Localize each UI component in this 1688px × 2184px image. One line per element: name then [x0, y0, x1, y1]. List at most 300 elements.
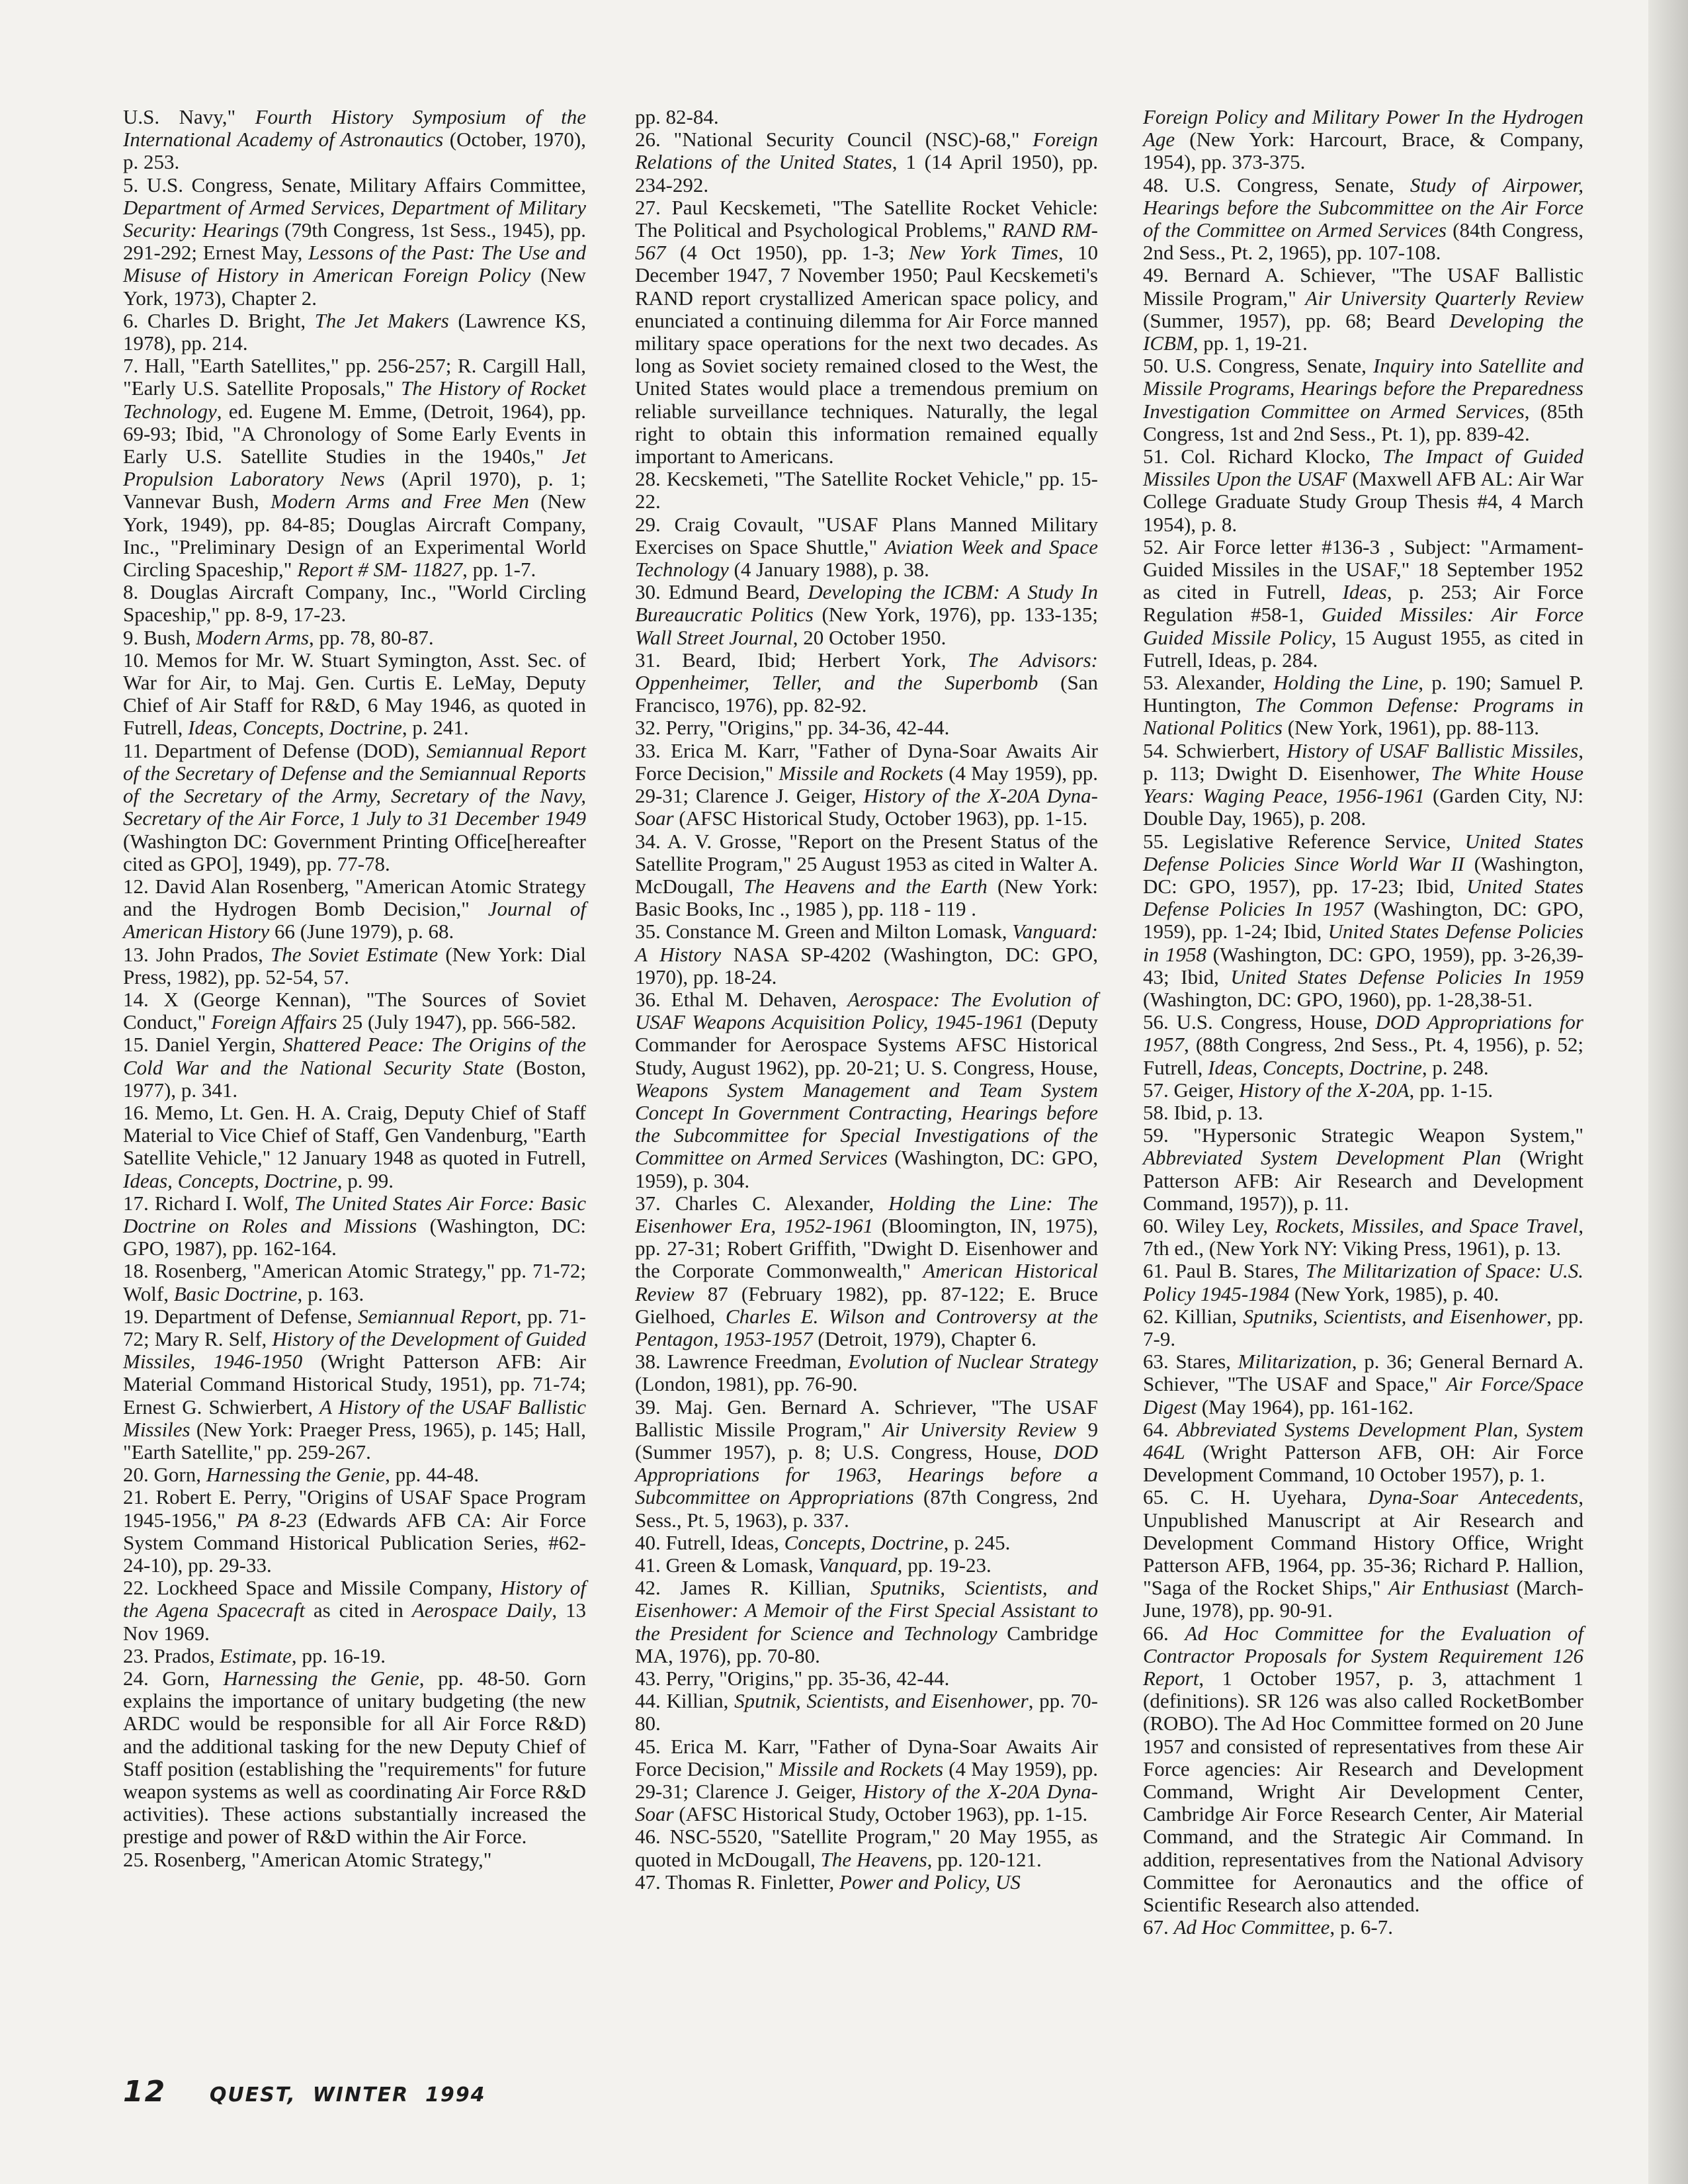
endnote-text: 56. U.S. Congress, House,	[1143, 1010, 1376, 1034]
endnote-italic-text: History of the X-20A	[1239, 1078, 1410, 1102]
endnote-text: (Washington, DC: GPO, 1960), pp. 1-28,38-51.	[1143, 987, 1533, 1011]
endnote	[635, 1192, 1098, 1350]
endnote-text: , pp. 71-72; Mary R. Self,	[123, 1304, 587, 1350]
endnote-text: 49. Bernard A. Schiever, "The USAF Ballistic Missile Program,"	[1143, 263, 1583, 310]
endnote-text: , 10 December 1947, 7 November 1950; Paul Kecskemeti's RAND report crystallized American space policy, and enunciated a continuing dilemma for Air Force manned military space operations for the next two decades. As long as Soviet society remained closed to the West, the United States would place a tremendous premium on reliable surveillance techniques. Naturally, the legal right to obtain this information remained equally important to Americans.	[635, 241, 1099, 468]
endnote-text: 66.	[1143, 1621, 1185, 1645]
endnote	[635, 1690, 1098, 1735]
endnote-italic-text: The Common Defense: Programs in National Politics	[1143, 693, 1583, 740]
endnote	[1143, 1486, 1583, 1622]
endnote-text: 42. James R. Killian,	[635, 1576, 871, 1600]
endnote-italic-text: Basic Doctrine	[173, 1282, 298, 1305]
endnote-italic-text: Evolution of Nuclear Strategy	[848, 1350, 1098, 1374]
endnote-text: (London, 1981), pp. 76-90.	[635, 1372, 858, 1396]
page-edge	[1648, 0, 1688, 2184]
endnote-text: (Maxwell AFB AL: Air War College Graduate Study Group Thesis #4, 4 March 1954), p. 8.	[1143, 467, 1583, 536]
endnote-text: 45. Erica M. Karr, "Father of Dyna-Soar Awaits Air Force Decision,"	[635, 1734, 1098, 1780]
endnote	[123, 310, 586, 355]
endnote	[123, 174, 586, 310]
endnote-text: 5. U.S. Congress, Senate, Military Affairs Committee,	[123, 173, 586, 197]
endnote-text: 66 (June 1979), p. 68.	[269, 920, 454, 943]
endnote-text: , pp. 7-9.	[1143, 1304, 1583, 1350]
endnote-text: (Wright Patterson AFB: Air Research and Development Command, 1957)), p. 11.	[1143, 1146, 1584, 1215]
endnote-text: , pp. 78, 80-87.	[309, 625, 434, 649]
endnote-text: (March-June, 1978), pp. 90-91.	[1143, 1576, 1583, 1622]
endnote-text: 39. Maj. Gen. Bernard A. Schriever, "The USAF Ballistic Missile Program,"	[635, 1395, 1098, 1441]
endnote-italic-text: Aviation Week and Space Technology	[635, 535, 1098, 582]
endnote-text: (Washington, DC: GPO, 1957), pp. 17-23; Ibid,	[1143, 852, 1583, 898]
endnote-text: 22. Lockheed Space and Missile Company,	[123, 1576, 501, 1600]
endnote-text: 36. Ethal M. Dehaven,	[635, 987, 848, 1011]
endnote	[1143, 1124, 1583, 1215]
endnote	[1143, 174, 1583, 265]
endnote	[123, 1667, 586, 1849]
endnote-italic-text: The Militarization of Space: U.S. Policy 1945-1984	[1143, 1259, 1583, 1305]
endnote-text: , p. 99.	[337, 1168, 394, 1192]
endnote-italic-text: The Advisors: Oppenheimer, Teller, and the Superbomb	[635, 648, 1098, 695]
endnote	[123, 1577, 586, 1645]
endnote-text: , 1 October 1957, p. 3, attachment 1 (definitions). SR 126 was also called RocketBomber (ROBO). The Ad Hoc Committee formed on 20 June 1957 and consisted of representatives from these Air Force agencies: Air Research and Development Command, Wright Air Development Center, Cambridge Air Force Research Center, Air Material Command, and the Strategic Air Command. In addition, representatives from the National Advisory Committee for Aeronautics and the office of Scientific Research also attended.	[1143, 1667, 1583, 1917]
endnote-italic-text: Power and Policy, US	[839, 1870, 1021, 1894]
endnote-italic-text: Inquiry into Satellite and Missile Programs, Hearings before the Preparedness Investigation Committee on Armed Services	[1143, 354, 1583, 423]
endnote-italic-text: History of the Agena Spacecraft	[123, 1576, 586, 1622]
endnote-text: (New York, 1961), pp. 88-113.	[1282, 716, 1540, 740]
endnote	[1143, 830, 1583, 1012]
endnote-text: 41. Green & Lomask,	[635, 1553, 819, 1577]
endnote-italic-text: DOD Appropriations for 1963, Hearings before a Subcommittee on Appropriations	[635, 1440, 1098, 1509]
endnote	[1143, 1419, 1583, 1487]
endnote-italic-text: New York Times	[909, 241, 1058, 265]
endnote-italic-text: Shattered Peace: The Origins of the Cold War and the National Security State	[123, 1033, 586, 1079]
endnote-italic-text: Sputniks, Scientists, and Eisenhower: A Memoir of the First Special Assistant to the President for Science and Technology	[635, 1576, 1098, 1645]
endnote	[1143, 740, 1583, 830]
endnote-text: , 20 October 1950.	[792, 625, 947, 649]
endnote-text: 47. Thomas R. Finletter,	[635, 1870, 840, 1894]
endnote	[1143, 536, 1583, 672]
endnote-text: , pp. 19-23.	[897, 1553, 992, 1577]
endnote-text: (Washington, DC: GPO, 1959), p. 304.	[635, 1146, 1098, 1192]
endnote	[635, 106, 1098, 128]
endnote-italic-text: Foreign Policy and Military Power In the Hydrogen Age	[1143, 105, 1583, 152]
endnote-italic-text: Department of Armed Services, Department of Military Security: Hearings	[123, 195, 586, 242]
notes-column-3	[1143, 106, 1583, 1939]
endnote-italic-text: The Heavens and the Earth	[743, 874, 988, 898]
endnote-text: (Detroit, 1979), Chapter 6.	[812, 1327, 1036, 1350]
endnote-italic-text: Developing the ICBM	[1143, 308, 1583, 355]
endnote-text: 6. Charles D. Bright,	[123, 308, 315, 332]
endnote	[123, 106, 586, 174]
endnote-italic-text: United States Defense Policies in 1958	[1143, 920, 1583, 966]
endnote-text: , p. 6-7.	[1329, 1915, 1393, 1939]
endnote-italic-text: Holding the Line: The Eisenhower Era, 1952-1961	[635, 1191, 1098, 1237]
endnote	[1143, 264, 1583, 355]
endnote-text: , 1 (14 April 1950), pp. 234-292.	[635, 150, 1098, 197]
endnote-text: 15. Daniel Yergin,	[123, 1033, 283, 1057]
endnote-text: (84th Congress, 2nd Sess., Pt. 2, 1965), pp. 107-108.	[1143, 218, 1583, 265]
endnote-text: 30. Edmund Beard,	[635, 580, 808, 604]
endnote-italic-text: Wall Street Journal	[635, 625, 793, 649]
endnote-italic-text: Weapons System Management and Team System Concept In Government Contracting, Hearings before the Subcommittee for Special Investigations of the Committee on Armed Services	[635, 1078, 1098, 1170]
endnote-text: 62. Killian,	[1143, 1304, 1244, 1328]
endnote-text: 57. Geiger,	[1143, 1078, 1240, 1102]
endnote-italic-text: Guided Missiles: Air Force Guided Missile Policy	[1143, 603, 1583, 649]
endnote-text: (Wright Patterson AFB: Air Material Command Historical Study, 1951), pp. 71-74; Ernest G. Schwierbert,	[123, 1350, 586, 1419]
endnote-text: 12. David Alan Rosenberg, "American Atomic Strategy and the Hydrogen Bomb Decision,"	[123, 874, 586, 921]
endnote-text: , (88th Congress, 2nd Sess., Pt. 4, 1956), p. 52; Futrell,	[1143, 1033, 1583, 1079]
endnote-text: (Washington DC: Government Printing Office[hereafter cited as GPO], 1949), pp. 77-78.	[123, 829, 586, 875]
endnote-text: , (85th Congress, 1st and 2nd Sess., Pt. 1), pp. 839-42.	[1143, 399, 1584, 445]
endnote-text: 20. Gorn,	[123, 1463, 206, 1487]
endnote-italic-text: The Impact of Guided Missiles Upon the USAF	[1143, 445, 1583, 491]
endnote-italic-text: Developing the ICBM: A Study In Bureaucratic Politics	[635, 580, 1098, 627]
endnote	[635, 468, 1098, 513]
endnote-text: 50. U.S. Congress, Senate,	[1143, 354, 1373, 378]
endnote-text: 9. Bush,	[123, 625, 196, 649]
endnote	[1143, 1260, 1583, 1305]
endnote-text: (Wright Patterson AFB, OH: Air Force Development Command, 10 October 1957), p. 1.	[1143, 1440, 1583, 1487]
endnote-text: 29. Craig Covault, "USAF Plans Manned Military Exercises on Space Shuttle,"	[635, 512, 1098, 558]
endnote	[635, 581, 1098, 649]
endnote-italic-text: Foreign Affairs	[211, 1010, 337, 1034]
endnote-italic-text: Vanquard	[818, 1553, 898, 1577]
endnote	[635, 197, 1098, 468]
endnote	[123, 1486, 586, 1577]
endnote-text: (79th Congress, 1st Sess., 1945), pp. 291-292; Ernest May,	[123, 218, 586, 265]
endnote-text: (New York, 1973), Chapter 2.	[123, 263, 586, 310]
endnote-text: U.S. Navy,"	[123, 105, 255, 128]
endnote-italic-text: Dyna-Soar Antecedents	[1368, 1485, 1579, 1509]
endnote-text: , p. 113; Dwight D. Eisenhower,	[1143, 738, 1584, 785]
endnote-text: (Lawrence KS, 1978), pp. 214.	[123, 308, 586, 355]
endnote	[635, 1825, 1098, 1870]
endnote-italic-text: Aerospace: The Evolution of USAF Weapons Acquisition Policy, 1945-1961	[635, 987, 1098, 1034]
endnote-text: , p. 190; Samuel P. Huntington,	[1143, 671, 1583, 717]
endnote-text: 8. Douglas Aircraft Company, Inc., "World Circling Spaceship," pp. 8-9, 17-23.	[123, 580, 586, 627]
endnote	[1143, 1305, 1583, 1350]
endnote-text: (Summer, 1957), pp. 68; Beard	[1143, 308, 1450, 332]
endnote-text: 40. Futrell, Ideas,	[635, 1530, 784, 1554]
endnote-text: 44. Killian,	[635, 1689, 735, 1713]
endnote-text: (Washington, DC: GPO, 1959), pp. 3-26,39-43; Ibid,	[1143, 942, 1583, 988]
endnote-text: (New York, 1976), pp. 133-135;	[813, 603, 1098, 627]
endnote	[123, 1463, 586, 1486]
endnote-text: 60. Wiley Ley,	[1143, 1213, 1276, 1237]
endnote-text: (Garden City, NJ: Double Day, 1965), p. 208.	[1143, 784, 1583, 830]
endnote-text: 27. Paul Kecskemeti, "The Satellite Rocket Vehicle: The Political and Psychological Problems,"	[635, 195, 1098, 242]
endnote-italic-text: Ad Hoc Committee	[1173, 1915, 1330, 1939]
page-footer	[123, 2075, 486, 2109]
endnote-italic-text: Semiannual Report of the Secretary of Defense and the Semiannual Reports of the Secretary of the Army, Secretary of the Navy, Secretary of the Air Force, 1 July to 31 December 1949	[123, 738, 586, 830]
endnote-text: (Washington, DC: GPO, 1959), pp. 1-24; Ibid,	[1143, 897, 1583, 943]
endnote-text: 64.	[1143, 1417, 1177, 1441]
endnote-text: (4 May 1959), pp. 29-31; Clarence J. Geiger,	[635, 761, 1098, 808]
endnote-italic-text: Ideas, Concepts, Doctrine	[123, 1168, 337, 1192]
endnote	[635, 649, 1098, 717]
endnote-text: 7. Hall, "Earth Satellites," pp. 256-257; R. Cargill Hall, "Early U.S. Satellite Proposals,"	[123, 354, 586, 400]
endnote-text: (April 1970), p. 1; Vannevar Bush,	[123, 467, 586, 513]
endnote-italic-text: Missile and Rockets	[779, 761, 944, 785]
endnote	[635, 1577, 1098, 1667]
endnote-text: , 7th ed., (New York NY: Viking Press, 1961), p. 13.	[1143, 1213, 1584, 1260]
publication-issue: QUEST, WINTER 1994	[209, 2083, 486, 2107]
endnote-italic-text: American Historical Review	[635, 1259, 1099, 1305]
endnote-text: 65. C. H. Uyehara,	[1143, 1485, 1369, 1509]
endnote	[123, 1033, 586, 1102]
endnote	[1143, 1350, 1583, 1419]
endnote-italic-text: PA 8-23	[236, 1508, 307, 1532]
endnote-text: 51. Col. Richard Klocko,	[1143, 445, 1383, 468]
endnote-text: (New York: Harcourt, Brace, & Company, 1954), pp. 373-375.	[1143, 128, 1583, 174]
endnote-text: 35. Constance M. Green and Milton Lomask,	[635, 920, 1013, 943]
endnote-italic-text: Harnessing the Genie	[206, 1463, 386, 1487]
endnote-text: 13. John Prados,	[123, 942, 271, 966]
endnote-text: , pp. 1, 19-21.	[1193, 331, 1308, 355]
endnote-italic-text: Ideas	[1342, 580, 1387, 604]
endnote	[1143, 1916, 1583, 1939]
endnote	[123, 649, 586, 740]
endnote-text: (AFSC Historical Study, October 1963), pp. 1-15.	[673, 1802, 1088, 1826]
endnote-italic-text: Air Force/Space Digest	[1143, 1372, 1583, 1419]
endnote-text: (New York, 1985), p. 40.	[1289, 1282, 1499, 1305]
endnote-italic-text: RAND RM-567	[635, 218, 1098, 265]
endnote-italic-text: Modern Arms	[196, 625, 310, 649]
endnote-text: , p. 163.	[297, 1282, 364, 1305]
endnote	[635, 1350, 1098, 1395]
endnote-text: , p. 245.	[943, 1530, 1011, 1554]
endnote	[635, 1667, 1098, 1690]
endnote	[635, 1554, 1098, 1577]
endnote-text: (Washington, DC: GPO, 1987), pp. 162-164.	[123, 1213, 586, 1260]
endnote-text: 54. Schwierbert,	[1143, 738, 1287, 762]
endnote-italic-text: Sputniks, Scientists, and Eisenhower	[1243, 1304, 1547, 1328]
endnote-text: (New York: Basic Books, Inc ., 1985 ), pp. 118 - 119 .	[635, 874, 1098, 921]
endnote-italic-text: Aerospace Daily	[411, 1598, 552, 1622]
endnote-italic-text: Charles E. Wilson and Controversy at the Pentagon, 1953-1957	[635, 1304, 1098, 1350]
endnote-italic-text: Study of Airpower, Hearings before the Subcommittee on the Air Force of the Committee on Armed Services	[1143, 173, 1583, 242]
endnote	[123, 355, 586, 581]
endnote-text: 32. Perry, "Origins," pp. 34-36, 42-44.	[635, 716, 950, 740]
endnote-text: , ed. Eugene M. Emme, (Detroit, 1964), pp. 69-93; Ibid, "A Chronology of Some Early Events in Early U.S. Satellite Studies in the 1940s,"	[123, 399, 586, 468]
endnote-text: (San Francisco, 1976), pp. 82-92.	[635, 671, 1098, 717]
endnote-text: 17. Richard I. Wolf,	[123, 1191, 295, 1215]
endnote-text: (New York: Praeger Press, 1965), p. 145; Hall, "Earth Satellite," pp. 259-267.	[123, 1417, 586, 1463]
endnote-italic-text: The Soviet Estimate	[271, 942, 439, 966]
endnote-text: 53. Alexander,	[1143, 671, 1274, 695]
endnote-text: as cited in	[304, 1598, 412, 1622]
endnote	[1143, 355, 1583, 445]
endnote-italic-text: History of USAF Ballistic Missiles	[1287, 738, 1579, 762]
endnote-text: 67.	[1143, 1915, 1174, 1939]
endnote-italic-text: A History of the USAF Ballistic Missiles	[123, 1395, 586, 1441]
endnote-italic-text: Abbreviated Systems Development Plan, System 464L	[1143, 1417, 1584, 1463]
endnote	[1143, 1102, 1583, 1124]
endnote	[635, 1735, 1098, 1826]
endnote-italic-text: The Jet Makers	[314, 308, 449, 332]
endnote-italic-text: Harnessing the Genie	[223, 1667, 419, 1690]
endnote-text: , 13 Nov 1969.	[123, 1598, 587, 1645]
endnote-text: 14. X (George Kennan), "The Sources of Soviet Conduct,"	[123, 987, 586, 1034]
endnote	[635, 830, 1098, 921]
endnote	[1143, 445, 1583, 536]
endnote-italic-text: History of the Development of Guided Missiles, 1946-1950	[123, 1327, 586, 1374]
endnote-text: 37. Charles C. Alexander,	[635, 1191, 889, 1215]
endnote-text: 25. Rosenberg, "American Atomic Strategy,"	[123, 1847, 492, 1871]
endnote-text: (Boston, 1977), p. 341.	[123, 1055, 586, 1102]
endnote-italic-text: United States Defense Policies Since World War II	[1143, 829, 1583, 875]
endnote	[635, 128, 1098, 197]
endnote	[635, 717, 1098, 739]
endnote	[1143, 1215, 1583, 1260]
endnote	[1143, 106, 1583, 174]
endnote	[123, 1305, 586, 1463]
endnote-text: (Deputy Commander for Aerospace Systems AFSC Historical Study, August 1962), pp. 20-21; U. S. Congress, House,	[635, 1010, 1098, 1079]
endnote-italic-text: The United States Air Force: Basic Doctrine on Roles and Missions	[123, 1191, 586, 1237]
endnote-text: 58. Ibid, p. 13.	[1143, 1100, 1263, 1124]
endnote-text: , pp. 48-50. Gorn explains the importance of unitary budgeting (the new ARDC would be responsible for all Air Force R&D) and the additional tasking for the new Deputy Chief of Staff position (establishing the "requirements" for future weapon systems as well as coordinating Air Force R&D activities). These actions substantially increased the prestige and power of R&D within the Air Force.	[123, 1667, 586, 1849]
endnote-text: 23. Prados,	[123, 1643, 220, 1667]
endnote	[123, 1260, 586, 1305]
endnote-text: 10. Memos for Mr. W. Stuart Symington, Asst. Sec. of War for Air, to Maj. Gen. Curtis E. LeMay, Deputy Chief of Air Staff for R&D, 6 May 1946, as quoted in Futrell,	[123, 648, 586, 740]
endnote-text: 55. Legislative Reference Service,	[1143, 829, 1465, 853]
endnote	[123, 875, 586, 943]
endnote-text: 26. "National Security Council (NSC)-68,"	[635, 128, 1033, 152]
notes-column-1	[123, 106, 586, 1871]
endnote-italic-text: History of the X-20A Dyna-Soar	[635, 1780, 1098, 1826]
endnote-text: , p. 241.	[401, 716, 469, 740]
endnote-italic-text: The White House Years: Waging Peace, 1956-1961	[1143, 761, 1583, 808]
endnote-italic-text: Air Enthusiast	[1388, 1576, 1509, 1600]
endnote	[635, 740, 1098, 830]
endnote	[1143, 1011, 1583, 1079]
endnote-italic-text: Modern Arms and Free Men	[271, 490, 529, 513]
endnote-italic-text: Ideas, Concepts, Doctrine	[188, 716, 402, 740]
endnote-text: , p. 253; Air Force Regulation #58-1,	[1143, 580, 1583, 627]
notes-column-2	[635, 106, 1098, 1894]
endnote-text: 25 (July 1947), pp. 566-582.	[337, 1010, 577, 1034]
endnote	[635, 988, 1098, 1192]
endnote-text: , pp. 44-48.	[385, 1463, 480, 1487]
endnote-text: 52. Air Force letter #136-3 , Subject: "Armament-Guided Missiles in the USAF," 18 September 1952 as cited in Futrell,	[1143, 535, 1583, 604]
endnote	[635, 1871, 1098, 1894]
endnote-text: 24. Gorn,	[123, 1667, 224, 1690]
endnote-text: (Edwards AFB CA: Air Force System Command Historical Publication Series, #62-24-10), pp. 29-33.	[123, 1508, 587, 1577]
endnote-italic-text: History of the X-20A Dyna-Soar	[635, 784, 1098, 830]
endnote-text: , pp. 120-121.	[927, 1847, 1042, 1871]
endnote-italic-text: Report # SM- 11827	[297, 558, 463, 582]
endnote	[635, 1396, 1098, 1532]
endnote-text: 21. Robert E. Perry, "Origins of USAF Space Program 1945-1956,"	[123, 1485, 586, 1532]
endnote-text: (AFSC Historical Study, October 1963), pp. 1-15.	[673, 807, 1088, 830]
endnote-text: (Bloomington, IN, 1975), pp. 27-31; Robert Griffith, "Dwight D. Eisenhower and the Corporate Commonwealth,"	[635, 1213, 1098, 1283]
endnote-text: , Unpublished Manuscript at Air Research and Development Command History Office, Wright Patterson AFB, 1964, pp. 35-36; Richard P. Hallion, "Saga of the Rocket Ships,"	[1143, 1485, 1583, 1600]
endnote-text: 46. NSC-5520, "Satellite Program," 20 May 1955, as quoted in McDougall,	[635, 1825, 1098, 1871]
endnote	[1143, 1622, 1583, 1917]
endnote-text: 18. Rosenberg, "American Atomic Strategy," pp. 71-72; Wolf,	[123, 1259, 586, 1305]
endnote	[635, 513, 1098, 582]
endnote-italic-text: Concepts, Doctrine	[784, 1530, 944, 1554]
endnote-italic-text: Vanguard: A History	[635, 920, 1098, 966]
endnote-text: 9 (Summer 1957), p. 8; U.S. Congress, House,	[635, 1417, 1099, 1463]
endnote-text: (New York: Dial Press, 1982), pp. 52-54, 57.	[123, 942, 586, 988]
endnote-text: (October, 1970), p. 253.	[123, 128, 586, 174]
endnote-text: 61. Paul B. Stares,	[1143, 1259, 1306, 1283]
endnote-italic-text: Fourth History Symposium of the International Academy of Astronautics	[123, 105, 586, 152]
endnote-italic-text: The History of Rocket Technology	[123, 376, 586, 423]
endnote	[123, 988, 586, 1033]
endnote	[1143, 672, 1583, 740]
endnote-italic-text: Rockets, Missiles, and Space Travel	[1275, 1213, 1579, 1237]
endnote-text: 34. A. V. Grosse, "Report on the Present Status of the Satellite Program," 25 August 1953 as cited in Walter A. McDougall,	[635, 829, 1098, 898]
endnote-text: 33. Erica M. Karr, "Father of Dyna-Soar Awaits Air Force Decision,"	[635, 738, 1098, 785]
endnote-italic-text: United States Defense Policies In 1959	[1230, 965, 1583, 988]
endnote-text: 87 (February 1982), pp. 87-122; E. Bruce Gielhoed,	[635, 1282, 1098, 1328]
endnote-text: , p. 36; General Bernard A. Schiever, "The USAF and Space,"	[1143, 1350, 1583, 1396]
endnote-text: pp. 82-84.	[635, 105, 719, 128]
endnote-text: Cambridge MA, 1976), pp. 70-80.	[635, 1621, 1098, 1667]
endnote	[123, 1849, 586, 1871]
endnote-italic-text: Foreign Relations of the United States	[635, 128, 1098, 174]
endnote-text: (4 May 1959), pp. 29-31; Clarence J. Geiger,	[635, 1757, 1098, 1804]
endnote	[123, 740, 586, 875]
endnote-text: 48. U.S. Congress, Senate,	[1143, 173, 1410, 197]
endnote-text: , p. 248.	[1421, 1055, 1489, 1079]
endnote-italic-text: Sputnik, Scientists, and Eisenhower	[734, 1689, 1029, 1713]
endnote-text: (New York, 1949), pp. 84-85; Douglas Aircraft Company, Inc., "Preliminary Design of an Experimental World Circling Spaceship,"	[123, 490, 586, 582]
endnote-italic-text: Semiannual Report	[358, 1304, 517, 1328]
endnote-text: 43. Perry, "Origins," pp. 35-36, 42-44.	[635, 1667, 950, 1690]
endnote-text: 63. Stares,	[1143, 1350, 1238, 1374]
endnote-text: 28. Kecskemeti, "The Satellite Rocket Vehicle," pp. 15-22.	[635, 467, 1098, 513]
endnote-italic-text: Lessons of the Past: The Use and Misuse of History in American Foreign Policy	[123, 241, 586, 287]
endnote-text: , pp. 1-15.	[1409, 1078, 1494, 1102]
endnote-text: , pp. 70-80.	[635, 1689, 1098, 1735]
endnote-text: (87th Congress, 2nd Sess., Pt. 5, 1963), p. 337.	[635, 1485, 1098, 1532]
endnote-italic-text: Ad Hoc Committee for the Evaluation of Contractor Proposals for System Requirement 126 Report	[1143, 1621, 1583, 1690]
endnote-text: (4 January 1988), p. 38.	[728, 558, 929, 582]
endnote-italic-text: Abbreviated System Development Plan	[1143, 1146, 1501, 1170]
endnote	[123, 627, 586, 649]
endnote	[123, 1192, 586, 1260]
endnote-text: (4 Oct 1950), pp. 1-3;	[665, 241, 909, 265]
endnote-italic-text: Militarization	[1238, 1350, 1352, 1374]
endnote-italic-text: The Heavens	[820, 1847, 927, 1871]
endnote	[635, 1532, 1098, 1554]
endnote-text: (May 1964), pp. 161-162.	[1196, 1395, 1414, 1419]
endnote-italic-text: Air University Review	[882, 1417, 1077, 1441]
endnote-text: 19. Department of Defense,	[123, 1304, 359, 1328]
endnote-text: , 15 August 1955, as cited in Futrell, Ideas, p. 284.	[1143, 625, 1583, 672]
endnote-text: 31. Beard, Ibid; Herbert York,	[635, 648, 968, 672]
endnote	[635, 920, 1098, 988]
endnote-italic-text: Holding the Line	[1273, 671, 1419, 695]
page-number: 12	[123, 2075, 167, 2109]
endnote-text: , pp. 16-19.	[291, 1643, 386, 1667]
endnote-italic-text: Estimate	[220, 1643, 292, 1667]
endnote-italic-text: Ideas, Concepts, Doctrine	[1208, 1055, 1422, 1079]
endnote-text: 16. Memo, Lt. Gen. H. A. Craig, Deputy Chief of Staff Material to Vice Chief of Staff, Gen Vandenburg, "Earth Satellite Vehicle," 12 January 1948 as quoted in Futrell,	[123, 1100, 586, 1170]
endnote-text: , pp. 1-7.	[462, 558, 536, 582]
endnote-italic-text: Journal of American History	[123, 897, 586, 943]
endnote	[123, 581, 586, 626]
endnote	[1143, 1079, 1583, 1102]
endnote-italic-text: DOD Appropriations for 1957	[1143, 1010, 1583, 1057]
endnote-italic-text: Air University Quarterly Review	[1305, 286, 1583, 310]
endnote-italic-text: Missile and Rockets	[779, 1757, 944, 1780]
endnote-text: NASA SP-4202 (Washington, DC: GPO, 1970), pp. 18-24.	[635, 942, 1098, 988]
endnote	[123, 1645, 586, 1667]
endnote-italic-text: United States Defense Policies In 1957	[1143, 874, 1584, 921]
endnote	[123, 1102, 586, 1192]
